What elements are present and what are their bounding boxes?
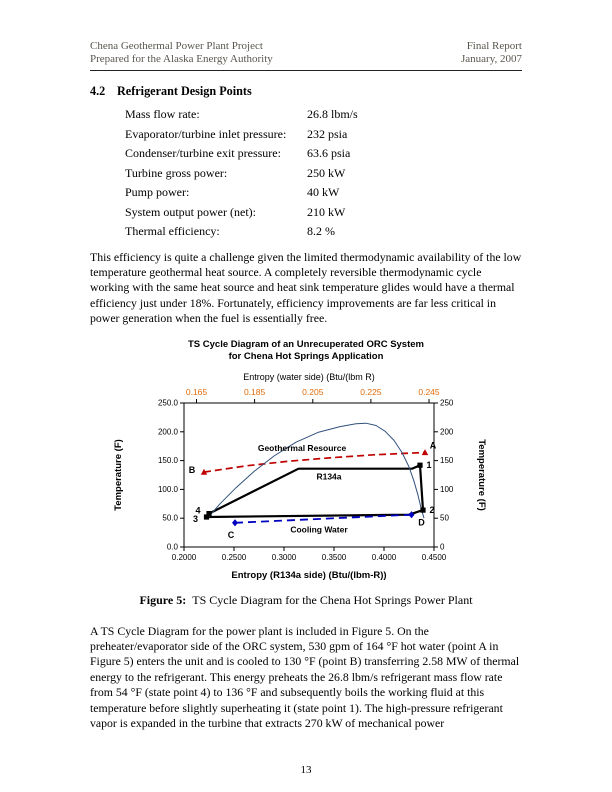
svg-text:A: A bbox=[429, 440, 437, 451]
design-point-row bbox=[125, 125, 522, 145]
bottom-axis-label: Entropy (R134a side) (Btu/(lbm-R)) bbox=[231, 569, 387, 581]
figure-caption-text: TS Cycle Diagram for the Chena Hot Springs Power Plant bbox=[192, 592, 473, 607]
design-point-value: 63.6 psia bbox=[307, 146, 351, 160]
svg-text:2: 2 bbox=[429, 504, 435, 515]
svg-text:250: 250 bbox=[440, 398, 454, 408]
svg-text:3: 3 bbox=[192, 513, 199, 524]
svg-text:100.0: 100.0 bbox=[157, 484, 178, 494]
top-axis-label: Entropy (water side) (Btu/(lbm R) bbox=[243, 371, 375, 382]
design-point-row bbox=[125, 105, 522, 125]
design-point-value: 250 kW bbox=[307, 165, 346, 180]
svg-text:B: B bbox=[188, 464, 196, 475]
svg-text:0.205: 0.205 bbox=[302, 386, 324, 397]
chart-label-cooling-water: Cooling Water bbox=[290, 524, 348, 535]
svg-text:0.185: 0.185 bbox=[243, 386, 266, 397]
figure-caption-label: Figure 5: bbox=[139, 592, 187, 607]
body-paragraph-2: A TS Cycle Diagram for the power plant is included in Figure 5. On the preheater/evaporator side of the ORC system, 530 gpm of 164 °F hot water (point A in Figure 5) enters the unit and is cooled to 130 °F (point B) transferring 2.58 MW of thermal energy to the refrigerant. This energy preheats the 26.8 lbm/s refrigerant mass flow rate from 54 °F (state point 4) to 136 °F and subsequently boils the working fluid at this temperature before slightly superheating it (state point 1). The high-pressure refrigerant vapor is expanded in the turbine that extracts 270 kW of mechanical power bbox=[90, 623, 520, 730]
body-paragraph-1: This efficiency is quite a challenge given the limited thermodynamic availability of the low temperature geothermal heat source. A completely reversible thermodynamic cycle working with the same heat source and heat sink temperature glides would have a thermal efficiency just under 18%. Fortunately, efficiency improvements are far less critical in power generation when the fuel is essentially free. bbox=[90, 249, 522, 326]
design-point-label: Thermal efficiency: bbox=[125, 224, 220, 238]
section-title: Refrigerant Design Points bbox=[117, 84, 252, 98]
left-axis bbox=[113, 398, 184, 551]
chart-title-line2: for Chena Hot Springs Application bbox=[228, 350, 384, 362]
svg-text:C: C bbox=[227, 529, 235, 540]
right-axis bbox=[434, 398, 487, 551]
design-point-value: 26.8 lbm/s bbox=[307, 107, 358, 121]
design-point-row bbox=[125, 144, 522, 164]
svg-text:0.2000: 0.2000 bbox=[171, 552, 197, 562]
header-date: January, 2007 bbox=[461, 53, 522, 65]
section-number: 4.2 bbox=[90, 84, 106, 98]
svg-text:150.0: 150.0 bbox=[157, 455, 178, 465]
header-prepared-line: Prepared for the Alaska Energy Authority bbox=[90, 53, 273, 65]
svg-text:0: 0 bbox=[440, 542, 445, 552]
header-left bbox=[90, 40, 273, 66]
svg-text:1: 1 bbox=[426, 459, 432, 470]
svg-text:150: 150 bbox=[440, 455, 454, 465]
svg-text:0.0: 0.0 bbox=[166, 542, 178, 552]
page-header bbox=[90, 40, 522, 66]
svg-text:0.2500: 0.2500 bbox=[221, 552, 247, 562]
design-point-value: 210 kW bbox=[307, 204, 346, 219]
figure-caption bbox=[90, 593, 522, 608]
design-point-row bbox=[125, 164, 522, 184]
design-point-label: Mass flow rate: bbox=[125, 107, 200, 121]
svg-text:0.3000: 0.3000 bbox=[271, 552, 297, 562]
svg-text:0.3500: 0.3500 bbox=[321, 552, 347, 562]
svg-text:50.0: 50.0 bbox=[162, 513, 178, 523]
header-rule bbox=[90, 70, 522, 71]
design-point-label: Condenser/turbine exit pressure: bbox=[125, 146, 281, 160]
chart-title-line1: TS Cycle Diagram of an Unrecuperated ORC System bbox=[188, 338, 424, 350]
svg-text:0.4500: 0.4500 bbox=[421, 552, 447, 562]
design-point-label: Evaporator/turbine inlet pressure: bbox=[125, 126, 287, 141]
svg-text:250.0: 250.0 bbox=[157, 398, 178, 408]
chart-label-r134a: R134a bbox=[316, 471, 342, 482]
svg-text:200.0: 200.0 bbox=[157, 426, 178, 436]
svg-text:50: 50 bbox=[440, 513, 449, 523]
figure-5 bbox=[90, 339, 522, 589]
top-axis bbox=[186, 372, 440, 403]
svg-text:100: 100 bbox=[440, 484, 454, 494]
chart-title bbox=[90, 339, 522, 363]
design-point-label: Pump power: bbox=[125, 185, 190, 199]
page-number: 13 bbox=[300, 764, 312, 776]
svg-text:0.4000: 0.4000 bbox=[371, 552, 397, 562]
header-report-type: Final Report bbox=[466, 40, 522, 52]
svg-text:0.165: 0.165 bbox=[185, 386, 208, 397]
design-point-row bbox=[125, 222, 522, 242]
design-points-list bbox=[125, 105, 522, 242]
svg-text:D: D bbox=[418, 517, 425, 528]
right-axis-label: Temperature (F) bbox=[476, 438, 487, 511]
design-point-value: 232 psia bbox=[307, 126, 348, 141]
header-project-line: Chena Geothermal Power Plant Project bbox=[90, 40, 263, 52]
left-axis-label: Temperature (F) bbox=[113, 438, 124, 511]
design-point-value: 40 kW bbox=[307, 185, 340, 199]
design-point-label: System output power (net): bbox=[125, 204, 256, 219]
header-right bbox=[461, 40, 522, 66]
design-point-label: Turbine gross power: bbox=[125, 165, 228, 180]
ts-cycle-chart bbox=[106, 367, 506, 589]
design-point-row bbox=[125, 183, 522, 203]
design-point-row bbox=[125, 203, 522, 223]
svg-text:200: 200 bbox=[440, 426, 454, 436]
design-point-value: 8.2 % bbox=[307, 224, 335, 238]
bottom-axis bbox=[172, 547, 447, 581]
svg-text:0.225: 0.225 bbox=[360, 386, 382, 397]
section-heading bbox=[90, 84, 522, 99]
chart-label-geothermal-resource: Geothermal Resource bbox=[257, 442, 347, 453]
svg-text:4: 4 bbox=[195, 505, 201, 516]
svg-text:0.245: 0.245 bbox=[418, 386, 440, 397]
